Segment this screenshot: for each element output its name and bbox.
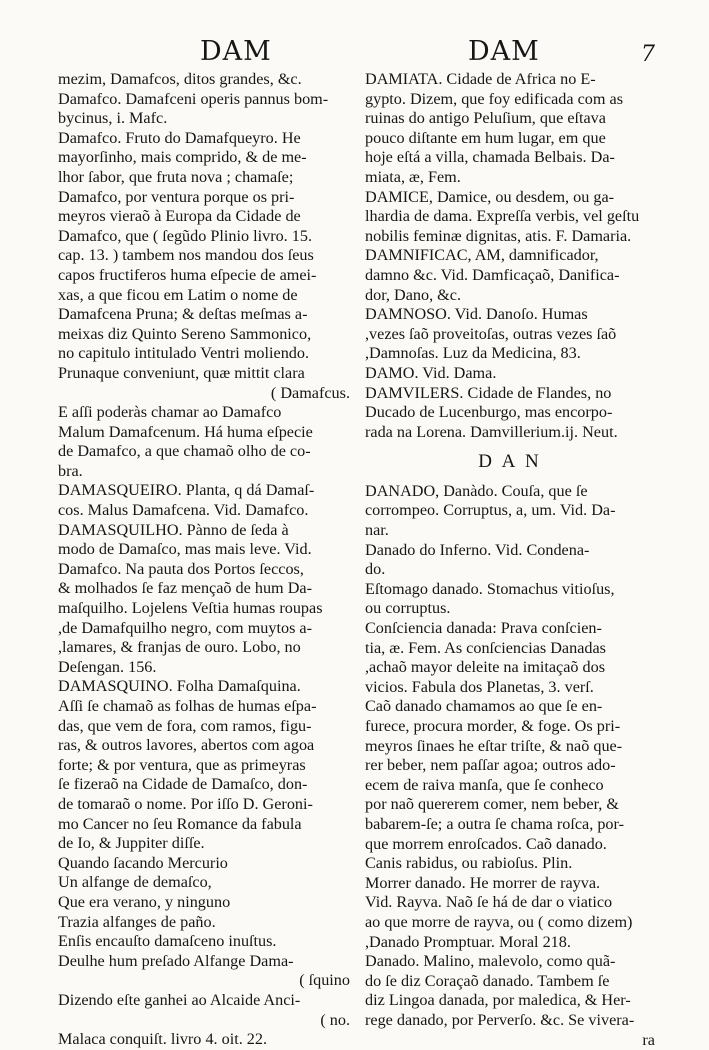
text-line: Damafco. Na pauta dos Portos ſeccos, [58, 560, 350, 580]
text-line: damno &c. Vid. Damficaçaõ, Danifica- [365, 266, 655, 286]
text-line: DAMNOSO. Vid. Danoſo. Humas [365, 305, 655, 325]
text-line: Malum Damafcenum. Há huma eſpecie [58, 423, 350, 443]
text-line: E aſſi poderàs chamar ao Damafco [58, 403, 350, 423]
text-line: de Damafco, a que chamaõ olho de co- [58, 442, 350, 462]
section-heading: D A N [365, 452, 655, 472]
text-line: nobilis feminæ dignitas, atis. F. Damaria. [365, 227, 655, 247]
text-line: & molhados ſe faz mençaõ de hum Da- [58, 579, 350, 599]
text-line: rer beber, nem paſſar agoa; outros ado- [365, 756, 655, 776]
text-line: hoje eſtá a villa, chamada Belbais. Da- [365, 148, 655, 168]
left-column [58, 70, 350, 1050]
text-line: Enſis encauſto damaſceno inuſtus. [58, 932, 350, 952]
text-line: ,vezes ſaõ proveitoſas, outras vezes ſaõ [365, 325, 655, 345]
text-line: lhor ſabor, que fruta nova ; chamaſe; [58, 168, 350, 188]
text-line: DAMASQUILHO. Pànno de ſeda à [58, 521, 350, 541]
text-line: bycinus, i. Mafc. [58, 109, 350, 129]
text-line: ,Damnoſas. Luz da Medicina, 83. [365, 344, 655, 364]
text-line: Canis rabidus, ou rabioſus. Plin. [365, 854, 655, 874]
text-line: Quando ſacando Mercurio [58, 854, 350, 874]
text-line: Prunaque conveniunt, quæ mittit clara [58, 364, 350, 384]
text-line: Vid. Rayva. Naõ ſe há de dar o viatico [365, 893, 655, 913]
text-line: dor, Dano, &c. [365, 286, 655, 306]
text-line: Deulhe hum preſado Alfange Dama- [58, 952, 350, 972]
text-line: Que era verano, y ninguno [58, 893, 350, 913]
page-header [0, 36, 709, 70]
text-line: meyros vieraõ à Europa da Cidade de [58, 207, 350, 227]
text-line: ra [365, 1031, 655, 1050]
text-line: de Io, & Juppiter diſſe. [58, 834, 350, 854]
running-head-right: DAM [468, 36, 540, 67]
text-line: DANADO, Danàdo. Couſa, que ſe [365, 482, 655, 502]
text-line: meixas diz Quinto Sereno Sammonico, [58, 325, 350, 345]
text-line: cos. Malus Damafcena. Vid. Damafco. [58, 501, 350, 521]
right-column-bottom [365, 482, 655, 1050]
text-line: diz Lingoa danada, por maledica, & Her- [365, 991, 655, 1011]
text-line: DAMO. Vid. Dama. [365, 364, 655, 384]
right-column-top [365, 70, 655, 442]
text-line: mo Cancer no ſeu Romance da fabula [58, 815, 350, 835]
text-line: Malaca conquiſt. livro 4. oit. 22. [58, 1030, 350, 1050]
text-line: ruinas do antigo Peluſium, que eſtava [365, 109, 655, 129]
page-number: 7 [641, 42, 655, 67]
text-line: Conſciencia danada: Prava conſcien- [365, 619, 655, 639]
text-line: lhardia de dama. Expreſſa verbis, vel geſtu [365, 207, 655, 227]
text-line: babarem-ſe; a outra ſe chama roſca, por- [365, 815, 655, 835]
text-line: ,lamares, & franjas de ouro. Lobo, no [58, 638, 350, 658]
text-line: mezim, Damafcos, ditos grandes, &c. [58, 70, 350, 90]
text-line: ſe fizeraõ na Cidade de Damaſco, don- [58, 775, 350, 795]
text-line: rada na Lorena. Damvillerium.ij. Neut. [365, 423, 655, 443]
text-line: DAMICE, Damice, ou desdem, ou ga- [365, 188, 655, 208]
text-line: que morrem enroſcados. Caõ danado. [365, 835, 655, 855]
text-line: Dizendo eſte ganhei ao Alcaide Anci- [58, 991, 350, 1011]
text-line: por naõ quererem comer, nem beber, & [365, 795, 655, 815]
text-line: das, que vem de fora, com ramos, figu- [58, 717, 350, 737]
text-line: mayorſinho, mais comprido, & de me- [58, 148, 350, 168]
text-line: ecem de raiva manſa, que ſe conheco [365, 776, 655, 796]
text-line: DAMASQUINO. Folha Damaſquina. [58, 677, 350, 697]
text-line: modo de Damaſco, mas mais leve. Vid. [58, 540, 350, 560]
text-line: meyros ſinaes he eſtar triſte, & naõ que- [365, 737, 655, 757]
text-line: gypto. Dizem, que foy edificada com as [365, 90, 655, 110]
text-line: rege danado, por Perverſo. &c. Se vivera- [365, 1011, 655, 1031]
text-line: Trazia alfanges de paño. [58, 913, 350, 933]
text-line: ,Danado Promptuar. Moral 218. [365, 933, 655, 953]
text-line: DAMIATA. Cidade de Africa no E- [365, 70, 655, 90]
text-line: Damafco. Fruto do Damafqueyro. He [58, 129, 350, 149]
text-line: ras, & outros lavores, abertos com agoa [58, 736, 350, 756]
text-line: Un alfange de demaſco, [58, 873, 350, 893]
text-line: de tomaraõ o nome. Por iſſo D. Geroni- [58, 795, 350, 815]
text-line: xas, a que ficou em Latim o nome de [58, 286, 350, 306]
text-line: bra. [58, 462, 350, 482]
text-line: ao que morre de rayva, ou ( como dizem) [365, 913, 655, 933]
text-line: DAMASQUEIRO. Planta, q dá Damaſ- [58, 481, 350, 501]
text-line: DAMNIFICAC, AM, damnificador, [365, 246, 655, 266]
text-line: Morrer danado. He morrer de rayva. [365, 874, 655, 894]
text-line: Damafco, que ( ſegũdo Plinio livro. 15. [58, 227, 350, 247]
text-line: nar. [365, 521, 655, 541]
running-head-left: DAM [200, 36, 272, 67]
text-line: miata, æ, Fem. [365, 168, 655, 188]
text-line: Danado do Inferno. Vid. Condena- [365, 541, 655, 561]
text-line: Aſſi ſe chamaõ as folhas de humas eſpa- [58, 697, 350, 717]
text-line: forte; & por ventura, que as primeyras [58, 756, 350, 776]
text-line: DAMVILERS. Cidade de Flandes, no [365, 384, 655, 404]
text-line: ( ſquino [58, 971, 350, 991]
text-line: ou corruptus. [365, 599, 655, 619]
text-line: Damafco. Damafceni operis pannus bom- [58, 90, 350, 110]
text-line: Deſengan. 156. [58, 658, 350, 678]
text-line: cap. 13. ) tambem nos mandou dos ſeus [58, 246, 350, 266]
text-line: ( no. [58, 1011, 350, 1031]
text-line: Ducado de Lucenburgo, mas encorpo- [365, 403, 655, 423]
text-line: pouco diſtante em hum lugar, em que [365, 129, 655, 149]
text-line: do. [365, 560, 655, 580]
text-line: maſquilho. Lojelens Veſtia humas roupas [58, 599, 350, 619]
text-line: capos fructiferos huma eſpecie de amei- [58, 266, 350, 286]
text-line: ( Damafcus. [58, 384, 350, 404]
text-line: do ſe diz Coraçaõ danado. Tambem ſe [365, 972, 655, 992]
text-line: Eſtomago danado. Stomachus vitioſus, [365, 580, 655, 600]
text-line: ,de Damafquilho negro, com muytos a- [58, 619, 350, 639]
text-line: Caõ danado chamamos ao que ſe en- [365, 697, 655, 717]
text-line: tia, æ. Fem. As conſciencias Danadas [365, 639, 655, 659]
text-line: Danado. Malino, malevolo, como quã- [365, 952, 655, 972]
text-line: ,achaõ mayor deleite na imitaçaõ dos [365, 658, 655, 678]
text-line: vicios. Fabula dos Planetas, 3. verſ. [365, 678, 655, 698]
text-line: no capitulo intitulado Ventri moliendo. [58, 344, 350, 364]
text-line: Damafco, por ventura porque os pri- [58, 188, 350, 208]
right-column [365, 70, 655, 1050]
text-line: corrompeo. Corruptus, a, um. Vid. Da- [365, 501, 655, 521]
text-line: furece, procura morder, & foge. Os pri- [365, 717, 655, 737]
text-line: Damafcena Pruna; & deſtas meſmas a- [58, 305, 350, 325]
